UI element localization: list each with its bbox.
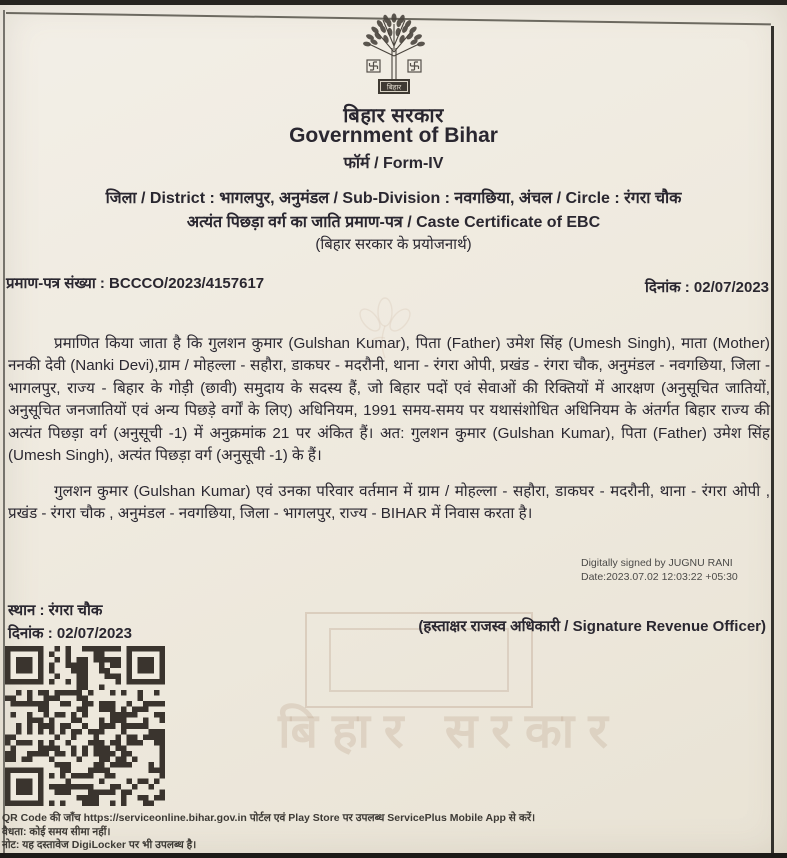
bihar-government-emblem-icon (353, 10, 435, 100)
issue-date: दिनांक : 02/07/2023 (645, 279, 769, 296)
purpose-line: (बिहार सरकार के प्रयोजनार्थ) (315, 236, 472, 253)
footer-notes (2, 812, 777, 853)
qr-code (5, 644, 165, 808)
title-english: Government of Bihar (289, 124, 498, 147)
certificate-body-paragraph-2: गुलशन कुमार (Gulshan Kumar) एवं उनका परिवार वर्तमान में ग्राम / मोहल्ला - सहौरा, डाकघर - मदरौनी, थाना - रंगरा ओपी , प्रखंड - रंगरा चौक , अनुमंडल - नवगछिया, जिला - भागलपुर, राज्य - BIHAR में निवास करता है। (8, 483, 770, 523)
footer-qr-verification-line: QR Code की जाँच https://serviceonline.bihar.gov.in पोर्टल एवं Play Store पर उपलब्ध ServicePlus Mobile App से करें। (2, 812, 536, 824)
title-hindi: बिहार सरकार (343, 105, 444, 127)
certificate-number: प्रमाण-पत्र संख्या : BCCCO/2023/4157617 (6, 275, 265, 292)
form-number-label: फॉर्म / Form-IV (343, 155, 444, 172)
place-date-block (8, 599, 132, 645)
scan-edge-top (0, 0, 787, 5)
digital-signature-line1: Digitally signed by JUGNU RANI (581, 557, 733, 569)
revenue-officer-signature-line: (हस्ताक्षर राजस्व अधिकारी / Signature Revenue Officer) (418, 618, 766, 635)
digital-signature-line2: Date:2023.07.02 12:03:22 +05:30 (581, 570, 738, 583)
footer-validity-line: वैधता: कोई समय सीमा नहीं। (2, 825, 111, 838)
emblem-plaque-text: बिहार (386, 84, 401, 92)
bihar-sarkar-watermark-text: बिहार सरकार (278, 705, 622, 758)
date-label: दिनांक : 02/07/2023 (8, 625, 132, 642)
certificate-title: अत्यंत पिछड़ा वर्ग का जाति प्रमाण-पत्र / Caste Certificate of EBC (186, 214, 601, 231)
place-label: स्थान : रंगरा चौक (8, 602, 103, 619)
digital-signature-block (581, 557, 738, 584)
district-subdivision-circle-line: जिला / District : भागलपुर, अनुमंडल / Sub-Division : नवगछिया, अंचल / Circle : रंगरा चौक (105, 190, 682, 207)
scan-edge-bottom (0, 853, 787, 858)
certificate-body-paragraph-1: प्रमाणित किया जाता है कि गुलशन कुमार (Gulshan Kumar), पिता (Father) उमेश सिंह (Umesh Singh), माता (Mother) ननकी देवी (Nanki Devi),ग्राम / मोहल्ला - सहौरा, डाकघर - मदरौनी, थाना - रंगरा ओपी, प्रखंड - रंगरा चौक, अनुमंडल - नवगछिया, जिला - भागलपुर, राज्य - बिहार के गोड़ी (छावी) समुदाय के सदस्य हैं, जो बिहार पदों एवं सेवाओं की रिक्तियों में आरक्षण (अनुसूचित जातियों, अनुसूचित जनजातियों एवं अन्य पिछड़े वर्गों के लिए) अधिनियम, 1991 समय-समय पर यथासंशोधित अधिनियम के अंतर्गत बिहार राज्य की अत्यंत पिछड़ा वर्ग (अनुसूची -1) में अनुक्रमांक 21 पर अंकित हैं। अत: गुलशन कुमार (Gulshan Kumar), पिता (Father) उमेश सिंह (Umesh Singh), अत्यंत पिछड़ा वर्ग (अनुसूची -1) के हैं। (8, 335, 770, 465)
footer-digilocker-line: नोट: यह दस्तावेज DigiLocker पर भी उपलब्ध है। (2, 839, 197, 851)
